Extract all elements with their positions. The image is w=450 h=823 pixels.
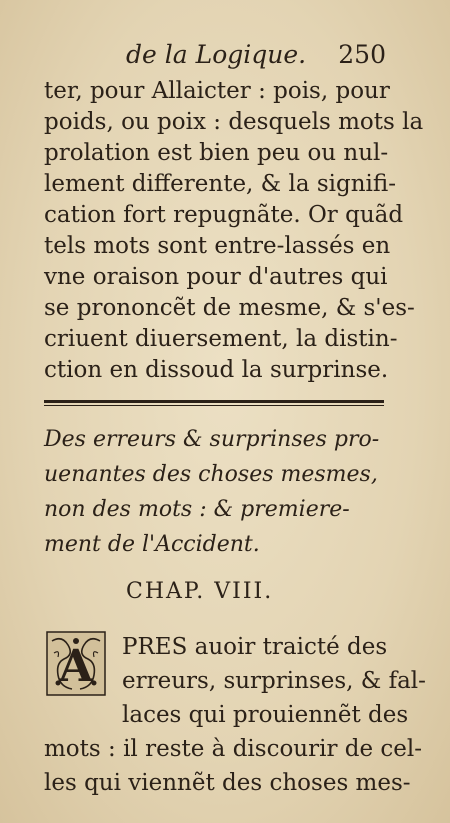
text-line: PRES auoir traicté des [122,634,388,660]
heading-line: uenantes des choses mesmes, [44,462,378,487]
text-line: vne oraison pour d'autres qui [44,264,388,290]
text-line: cation fort repugnãte. Or quãd [44,202,404,228]
heading-line: non des mots : & premiere- [44,497,350,522]
initial-letter: A [58,641,94,692]
text-line: laces qui prouiennẽt des [122,702,409,728]
running-head [126,40,386,70]
paragraph [44,76,424,386]
page-number: 250 [338,40,386,69]
text-line: lement differente, & la signifi- [44,171,397,197]
chapter-title: CHAP. VIII. [126,579,274,604]
text-line: erreurs, surprinses, & fal- [122,668,426,694]
text-line: les qui viennẽt des choses mes- [44,770,411,796]
section-divider-thin [44,405,384,406]
heading-line: ment de l'Accident. [44,532,260,557]
text-line: poids, ou poix : desquels mots la [44,109,424,135]
chapter-paragraph [44,630,426,800]
section-heading [44,422,389,562]
text-line: prolation est bien peu ou nul- [44,140,389,166]
heading-line: Des erreurs & surprinses pro- [44,427,380,452]
text-line: se prononcẽt de mesme, & s'es- [44,295,415,321]
text-line: tels mots sont entre-lassés en [44,233,391,259]
text-line: ter, pour Allaicter : pois, pour [44,78,390,104]
running-head-title: de la Logique. [126,40,307,69]
section-divider-thick [44,400,384,403]
text-line: mots : il reste à discourir de cel- [44,736,423,762]
text-line: criuent diuersement, la distin- [44,326,398,352]
text-line: ction en dissoud la surprinse. [44,357,389,383]
